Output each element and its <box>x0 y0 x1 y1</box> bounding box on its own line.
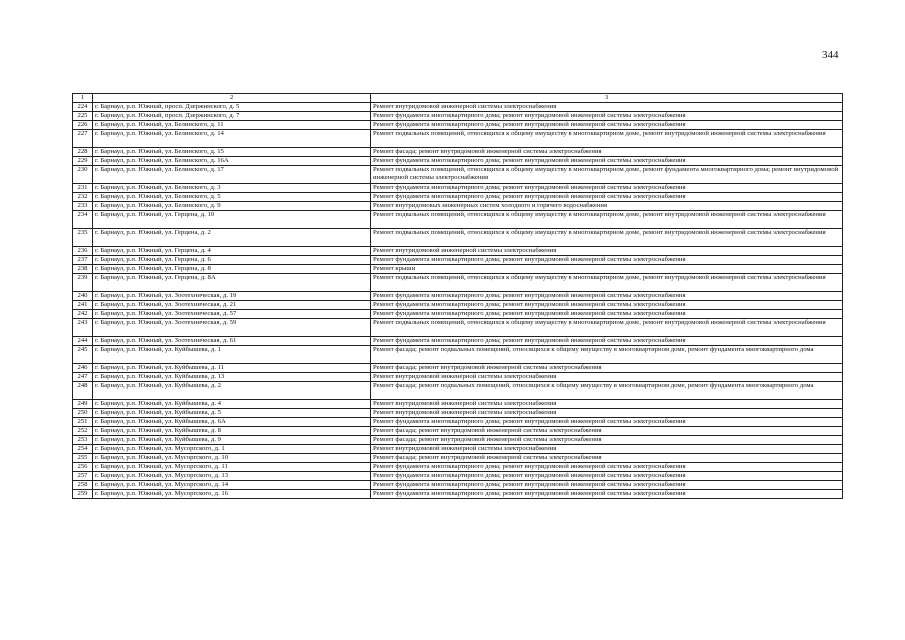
row-work-type: Ремонт подвальных помещений, относящихся к общему имуществу в многоквартирном доме, ремонт внутридомовой инженерной системы электроснабжения <box>371 319 843 337</box>
table-header-row <box>73 94 843 103</box>
row-address: г. Барнаул, р.п. Южный, ул. Зоотехническая, д. 21 <box>93 301 371 310</box>
row-number: 250 <box>73 409 93 418</box>
table-row <box>73 121 843 130</box>
row-work-type: Ремонт внутридомовой инженерной системы электроснабжения <box>371 445 843 454</box>
row-number: 259 <box>73 490 93 499</box>
table-row <box>73 103 843 112</box>
row-address: г. Барнаул, р.п. Южный, ул. Зоотехническая, д. 61 <box>93 337 371 346</box>
row-work-type: Ремонт фундамента многоквартирного дома; ремонт внутридомовой инженерной системы электроснабжения <box>371 418 843 427</box>
row-work-type: Ремонт внутридомовой инженерной системы электроснабжения <box>371 247 843 256</box>
row-address: г. Барнаул, р.п. Южный, ул. Мусоргского, д. 1 <box>93 445 371 454</box>
row-work-type: Ремонт фундамента многоквартирного дома; ремонт внутридомовой инженерной системы электроснабжения <box>371 490 843 499</box>
row-work-type: Ремонт фасада; ремонт внутридомовой инженерной системы электроснабжения <box>371 454 843 463</box>
row-address: г. Барнаул, р.п. Южный, ул. Герцена, д. 6 <box>93 256 371 265</box>
row-work-type: Ремонт фундамента многоквартирного дома; ремонт внутридомовой инженерной системы электроснабжения <box>371 472 843 481</box>
row-work-type: Ремонт фасада; ремонт внутридомовой инженерной системы электроснабжения <box>371 427 843 436</box>
row-address: г. Барнаул, р.п. Южный, ул. Зоотехническая, д. 57 <box>93 310 371 319</box>
table-row <box>73 382 843 400</box>
table-row <box>73 346 843 364</box>
header-col-1: 1 <box>73 94 93 103</box>
row-number: 232 <box>73 193 93 202</box>
row-number: 238 <box>73 265 93 274</box>
row-number: 229 <box>73 157 93 166</box>
row-address: г. Барнаул, р.п. Южный, ул. Белинского, д. 11 <box>93 121 371 130</box>
table-row <box>73 409 843 418</box>
row-work-type: Ремонт фундамента многоквартирного дома; ремонт внутридомовой инженерной системы электроснабжения <box>371 112 843 121</box>
table-row <box>73 445 843 454</box>
row-address: г. Барнаул, р.п. Южный, ул. Мусоргского, д. 16 <box>93 490 371 499</box>
row-number: 245 <box>73 346 93 364</box>
row-number: 257 <box>73 472 93 481</box>
row-number: 239 <box>73 274 93 292</box>
row-number: 252 <box>73 427 93 436</box>
row-work-type: Ремонт фундамента многоквартирного дома; ремонт внутридомовой инженерной системы электроснабжения <box>371 193 843 202</box>
table-row <box>73 427 843 436</box>
table-row <box>73 247 843 256</box>
table-row <box>73 490 843 499</box>
row-address: г. Барнаул, р.п. Южный, ул. Герцена, д. 8 <box>93 265 371 274</box>
row-address: г. Барнаул, р.п. Южный, ул. Мусоргского, д. 13 <box>93 472 371 481</box>
row-number: 253 <box>73 436 93 445</box>
row-number: 240 <box>73 292 93 301</box>
row-number: 251 <box>73 418 93 427</box>
table-row <box>73 274 843 292</box>
row-number: 248 <box>73 382 93 400</box>
row-address: г. Барнаул, р.п. Южный, просп. Дзержинского, д. 7 <box>93 112 371 121</box>
row-number: 242 <box>73 310 93 319</box>
row-number: 226 <box>73 121 93 130</box>
row-number: 255 <box>73 454 93 463</box>
row-work-type: Ремонт внутридомовых инженерных систем холодного и горячего водоснабжения <box>371 202 843 211</box>
row-work-type: Ремонт фундамента многоквартирного дома; ремонт внутридомовой инженерной системы электроснабжения <box>371 337 843 346</box>
row-work-type: Ремонт фасада; ремонт внутридомовой инженерной системы электроснабжения <box>371 436 843 445</box>
row-number: 228 <box>73 148 93 157</box>
header-col-3: 3 <box>371 94 843 103</box>
table-row <box>73 157 843 166</box>
row-address: г. Барнаул, р.п. Южный, просп. Дзержинского, д. 5 <box>93 103 371 112</box>
row-work-type: Ремонт фасада; ремонт подвальных помещений, относящихся к общему имуществу в многоквартирном доме, ремонт фундамента многоквартирного дома <box>371 346 843 364</box>
row-work-type: Ремонт подвальных помещений, относящихся к общему имуществу в многоквартирном доме, ремонт внутридомовой инженерной системы электроснабжения <box>371 229 843 247</box>
row-number: 258 <box>73 481 93 490</box>
row-address: г. Барнаул, р.п. Южный, ул. Мусоргского, д. 11 <box>93 463 371 472</box>
row-number: 233 <box>73 202 93 211</box>
row-number: 236 <box>73 247 93 256</box>
row-address: г. Барнаул, р.п. Южный, ул. Белинского, д. 17 <box>93 166 371 184</box>
row-number: 231 <box>73 184 93 193</box>
table-row <box>73 202 843 211</box>
row-number: 246 <box>73 364 93 373</box>
row-work-type: Ремонт фундамента многоквартирного дома; ремонт внутридомовой инженерной системы электроснабжения <box>371 301 843 310</box>
table-row <box>73 364 843 373</box>
row-work-type: Ремонт фундамента многоквартирного дома; ремонт внутридомовой инженерной системы электроснабжения <box>371 481 843 490</box>
row-work-type: Ремонт подвальных помещений, относящихся к общему имуществу в многоквартирном доме, ремонт фундамента многоквартирного дома; ремонт внутридомовой инженерной системы электроснабжения <box>371 166 843 184</box>
table-row <box>73 454 843 463</box>
row-number: 243 <box>73 319 93 337</box>
row-number: 224 <box>73 103 93 112</box>
row-number: 234 <box>73 211 93 229</box>
row-work-type: Ремонт внутридомовой инженерной системы электроснабжения <box>371 400 843 409</box>
table-row <box>73 301 843 310</box>
row-address: г. Барнаул, р.п. Южный, ул. Герцена, д. 10 <box>93 211 371 229</box>
repair-table <box>72 93 843 499</box>
row-number: 249 <box>73 400 93 409</box>
row-number: 256 <box>73 463 93 472</box>
table-row <box>73 418 843 427</box>
row-address: г. Барнаул, р.п. Южный, ул. Белинского, д. 5 <box>93 193 371 202</box>
table-body <box>73 94 843 499</box>
row-number: 241 <box>73 301 93 310</box>
row-work-type: Ремонт внутридомовой инженерной системы электроснабжения <box>371 373 843 382</box>
row-work-type: Ремонт подвальных помещений, относящихся к общему имуществу в многоквартирном доме, ремонт внутридомовой инженерной системы электроснабжения <box>371 130 843 148</box>
row-work-type: Ремонт фундамента многоквартирного дома; ремонт внутридомовой инженерной системы электроснабжения <box>371 310 843 319</box>
row-number: 254 <box>73 445 93 454</box>
row-address: г. Барнаул, р.п. Южный, ул. Герцена, д. 2 <box>93 229 371 247</box>
table-row <box>73 463 843 472</box>
row-work-type: Ремонт фасада; ремонт внутридомовой инженерной системы электроснабжения <box>371 148 843 157</box>
row-work-type: Ремонт внутридомовой инженерной системы электроснабжения <box>371 409 843 418</box>
table-row <box>73 481 843 490</box>
row-number: 247 <box>73 373 93 382</box>
row-address: г. Барнаул, р.п. Южный, ул. Куйбышева, д. 1 <box>93 346 371 364</box>
table-row <box>73 184 843 193</box>
row-work-type: Ремонт фундамента многоквартирного дома; ремонт внутридомовой инженерной системы электроснабжения <box>371 184 843 193</box>
row-address: г. Барнаул, р.п. Южный, ул. Куйбышева, д. 8 <box>93 427 371 436</box>
row-address: г. Барнаул, р.п. Южный, ул. Куйбышева, д. 2 <box>93 382 371 400</box>
row-address: г. Барнаул, р.п. Южный, ул. Зоотехническая, д. 59 <box>93 319 371 337</box>
row-address: г. Барнаул, р.п. Южный, ул. Белинского, д. 3 <box>93 184 371 193</box>
page-number: 344 <box>822 49 839 61</box>
table-row <box>73 265 843 274</box>
row-number: 237 <box>73 256 93 265</box>
table-row <box>73 400 843 409</box>
row-address: г. Барнаул, р.п. Южный, ул. Куйбышева, д. 9 <box>93 436 371 445</box>
row-address: г. Барнаул, р.п. Южный, ул. Мусоргского, д. 10 <box>93 454 371 463</box>
table-row <box>73 373 843 382</box>
row-address: г. Барнаул, р.п. Южный, ул. Мусоргского, д. 14 <box>93 481 371 490</box>
row-work-type: Ремонт фундамента многоквартирного дома; ремонт внутридомовой инженерной системы электроснабжения <box>371 256 843 265</box>
row-address: г. Барнаул, р.п. Южный, ул. Куйбышева, д. 11 <box>93 364 371 373</box>
row-address: г. Барнаул, р.п. Южный, ул. Зоотехническая, д. 19 <box>93 292 371 301</box>
row-address: г. Барнаул, р.п. Южный, ул. Куйбышева, д. 5 <box>93 409 371 418</box>
row-work-type: Ремонт фундамента многоквартирного дома; ремонт внутридомовой инженерной системы электроснабжения <box>371 463 843 472</box>
table-row <box>73 337 843 346</box>
row-number: 230 <box>73 166 93 184</box>
row-address: г. Барнаул, р.п. Южный, ул. Белинского, д. 15 <box>93 148 371 157</box>
row-address: г. Барнаул, р.п. Южный, ул. Куйбышева, д. 13 <box>93 373 371 382</box>
row-address: г. Барнаул, р.п. Южный, ул. Белинского, д. 16А <box>93 157 371 166</box>
table-row <box>73 472 843 481</box>
row-address: г. Барнаул, р.п. Южный, ул. Куйбышева, д. 4 <box>93 400 371 409</box>
row-work-type: Ремонт подвальных помещений, относящихся к общему имуществу в многоквартирном доме, ремонт внутридомовой инженерной системы электроснабжения <box>371 274 843 292</box>
row-number: 235 <box>73 229 93 247</box>
row-address: г. Барнаул, р.п. Южный, ул. Куйбышева, д. 6А <box>93 418 371 427</box>
table-row <box>73 130 843 148</box>
table-row <box>73 229 843 247</box>
row-work-type: Ремонт внутридомовой инженерной системы электроснабжения <box>371 103 843 112</box>
row-address: г. Барнаул, р.п. Южный, ул. Герцена, д. 4 <box>93 247 371 256</box>
row-number: 244 <box>73 337 93 346</box>
table-row <box>73 211 843 229</box>
row-address: г. Барнаул, р.п. Южный, ул. Белинского, д. 14 <box>93 130 371 148</box>
row-address: г. Барнаул, р.п. Южный, ул. Герцена, д. 8А <box>93 274 371 292</box>
table-row <box>73 292 843 301</box>
row-address: г. Барнаул, р.п. Южный, ул. Белинского, д. 9 <box>93 202 371 211</box>
row-work-type: Ремонт крыши <box>371 265 843 274</box>
row-work-type: Ремонт фундамента многоквартирного дома; ремонт внутридомовой инженерной системы электроснабжения <box>371 292 843 301</box>
row-work-type: Ремонт подвальных помещений, относящихся к общему имуществу в многоквартирном доме, ремонт внутридомовой инженерной системы электроснабжения <box>371 211 843 229</box>
table-row <box>73 256 843 265</box>
table-row <box>73 193 843 202</box>
table-row <box>73 166 843 184</box>
table-row <box>73 310 843 319</box>
row-work-type: Ремонт фасада; ремонт подвальных помещений, относящихся к общему имуществу в многоквартирном доме, ремонт фундамента многоквартирного дома <box>371 382 843 400</box>
table-row <box>73 148 843 157</box>
row-work-type: Ремонт фасада; ремонт внутридомовой инженерной системы электроснабжения <box>371 364 843 373</box>
table-row <box>73 436 843 445</box>
row-number: 227 <box>73 130 93 148</box>
row-number: 225 <box>73 112 93 121</box>
row-work-type: Ремонт фундамента многоквартирного дома; ремонт внутридомовой инженерной системы электроснабжения <box>371 157 843 166</box>
header-col-2: 2 <box>93 94 371 103</box>
table-row <box>73 112 843 121</box>
table-row <box>73 319 843 337</box>
row-work-type: Ремонт фундамента многоквартирного дома; ремонт внутридомовой инженерной системы электроснабжения <box>371 121 843 130</box>
